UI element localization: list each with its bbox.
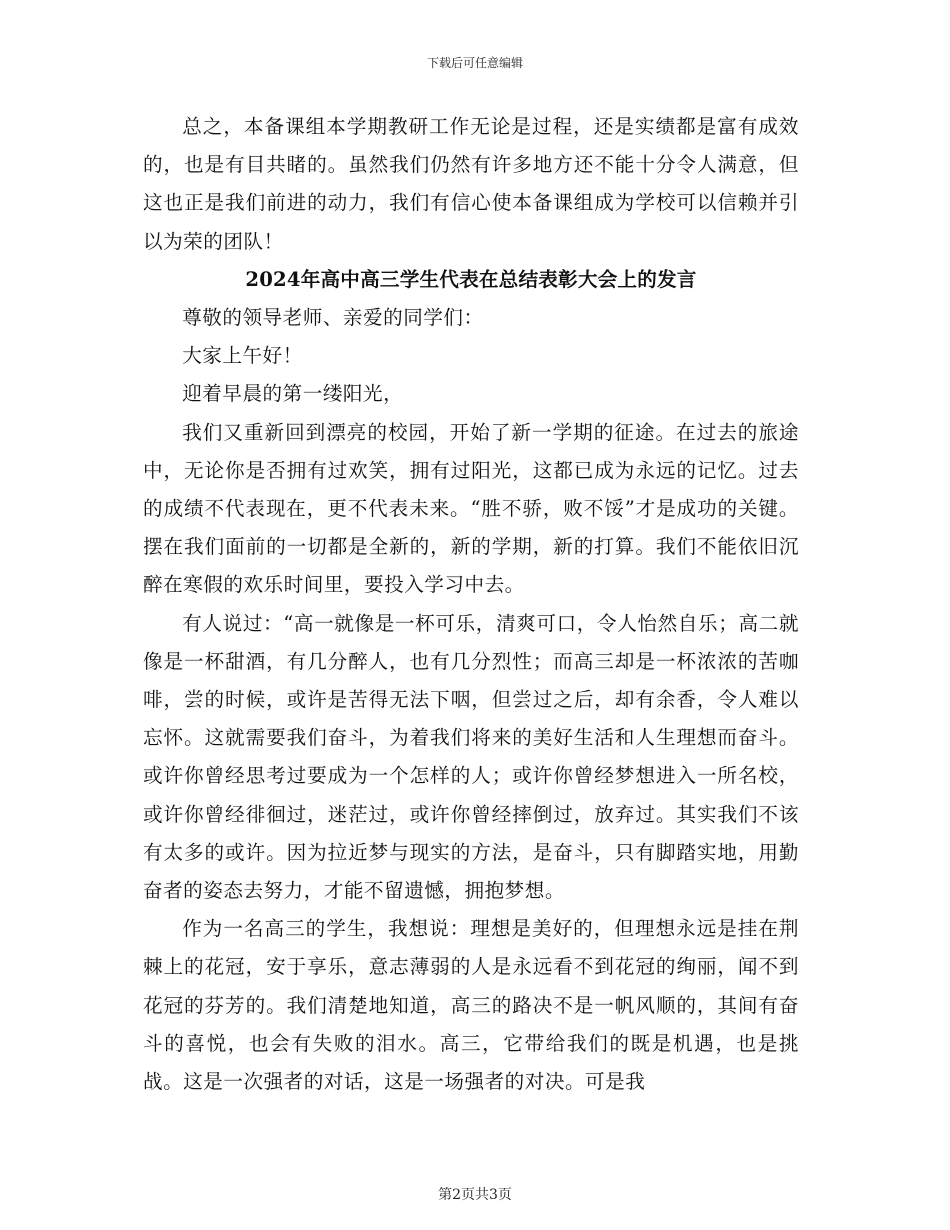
greeting-line: 尊敬的领导老师、亲爱的同学们： <box>182 306 484 330</box>
page-header-note: 下载后可任意编辑 <box>426 56 523 70</box>
salutation-line: 大家上午好！ <box>182 344 303 368</box>
page-footer-number: 第2页共3页 <box>438 1187 512 1203</box>
document-body <box>143 108 799 1101</box>
document-title: 2024年高中高三学生代表在总结表彰大会上的发言 <box>245 267 697 291</box>
sunshine-line: 迎着早晨的第一缕阳光， <box>182 382 404 406</box>
paragraph-new-semester: 我们又重新回到漂亮的校园，开始了新一学期的征途。在过去的旅途中，无论你是否拥有过欢笑，拥有过阳光，这都已成为永远的记忆。过去的成绩不代表现在，更不代表未来。“胜不骄，败不馁”才是成功的关键。摆在我们面前的一切都是全新的，新的学期，新的打算。我们不能依旧沉醉在寒假的欢乐时间里，要投入学习中去。 <box>143 420 799 597</box>
paragraph-ideal: 作为一名高三的学生，我想说：理想是美好的，但理想永远是挂在荆棘上的花冠，安于享乐，意志薄弱的人是永远看不到花冠的绚丽，闻不到花冠的芬芳的。我们清楚地知道，高三的路决不是一帆风顺的，其间有奋斗的喜悦，也会有失败的泪水。高三，它带给我们的既是机遇，也是挑战。这是一次强者的对话，这是一场强者的对决。可是我 <box>143 917 799 1094</box>
paragraph-quote: 有人说过：“高一就像是一杯可乐，清爽可口，令人怡然自乐；高二就像是一杯甜酒，有几分醉人，也有几分烈性；而高三却是一杯浓浓的苦咖啡，尝的时候，或许是苦得无法下咽，但尝过之后，却有余香，令人难以忘怀。这就需要我们奋斗，为着我们将来的美好生活和人生理想而奋斗。或许你曾经思考过要成为一个怎样的人；或许你曾经梦想进入一所名校，或许你曾经徘徊过，迷茫过，或许你曾经摔倒过，放弃过。其实我们不该有太多的或许。因为拉近梦与现实的方法，是奋斗，只有脚踏实地，用勤奋者的姿态去努力，才能不留遗憾，拥抱梦想。 <box>143 611 799 903</box>
paragraph-summary: 总之，本备课组本学期教研工作无论是过程，还是实绩都是富有成效的，也是有目共睹的。虽然我们仍然有许多地方还不能十分令人满意，但这也正是我们前进的动力，我们有信心使本备课组成为学校可以信赖并引以为荣的团队！ <box>143 115 799 253</box>
